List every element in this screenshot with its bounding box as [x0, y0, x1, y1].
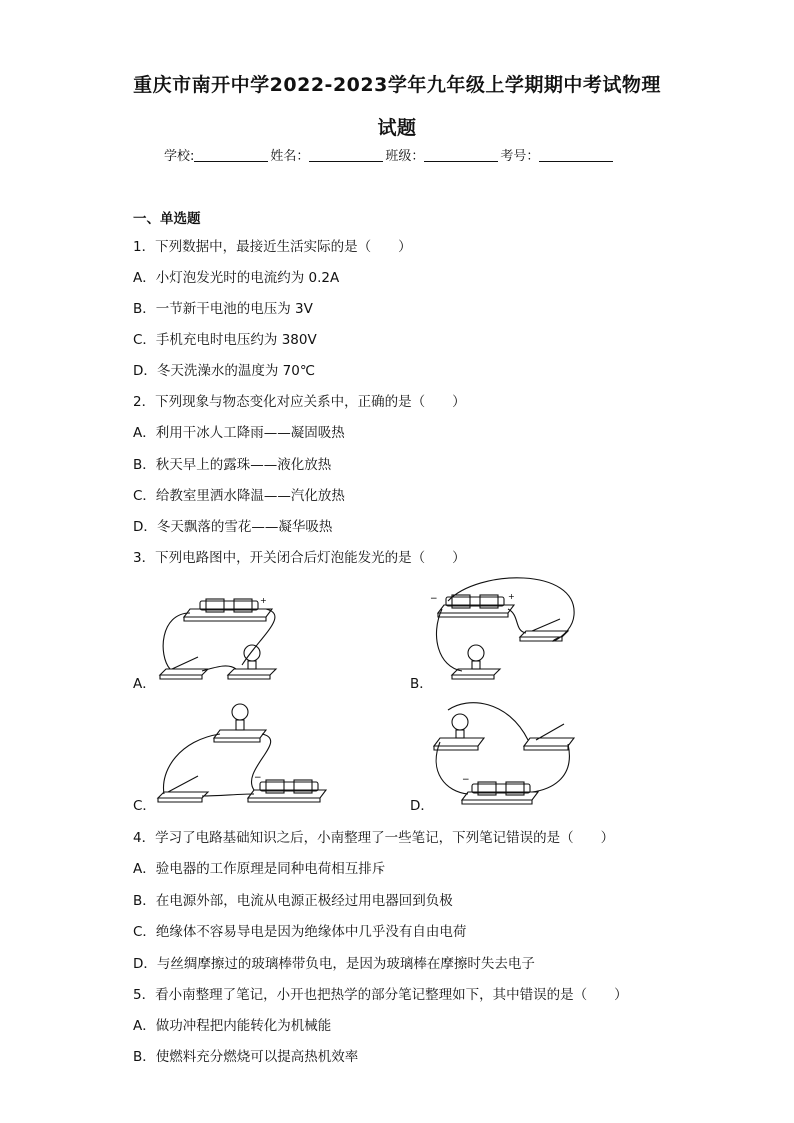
option-c: C．给教室里洒水降温——汽化放热: [133, 488, 345, 504]
circuit-figure-c: [150, 700, 330, 808]
battery-plus-sign: +: [260, 596, 267, 605]
option-a: A．验电器的工作原理是同种电荷相互排斥: [133, 861, 386, 877]
figure-label-c: C．: [133, 798, 156, 814]
figure-label-a: A．: [133, 676, 156, 692]
number-blank[interactable]: [539, 149, 613, 162]
option-b: B．在电源外部，电流从电源正极经过用电器回到负极: [133, 893, 453, 909]
question-stem: 2．下列现象与物态变化对应关系中，正确的是（ ）: [133, 394, 466, 410]
circuit-figure-a: [150, 595, 290, 687]
figure-label-d: D．: [410, 798, 434, 814]
battery-minus-sign: −: [430, 594, 438, 604]
battery-minus-sign: −: [462, 775, 470, 785]
student-info-line: [164, 145, 615, 164]
question-stem: 5．看小南整理了笔记，小开也把热学的部分笔记整理如下，其中错误的是（ ）: [133, 987, 628, 1003]
option-b: B．一节新干电池的电压为 3V: [133, 301, 313, 317]
section-title: 一、单选题: [133, 211, 201, 227]
question-stem: 3．下列电路图中，开关闭合后灯泡能发光的是（ ）: [133, 550, 466, 566]
number-label: 考号：: [500, 149, 540, 164]
option-b: B．秋天早上的露珠——液化放热: [133, 457, 332, 473]
page-title: 重庆市南开中学2022-2023学年九年级上学期期中考试物理: [133, 74, 661, 96]
option-b: B．使燃料充分燃烧可以提高热机效率: [133, 1049, 359, 1065]
question-stem: 4．学习了电路基础知识之后，小南整理了一些笔记，下列笔记错误的是（ ）: [133, 830, 615, 846]
option-d: D．冬天飘落的雪花——凝华吸热: [133, 519, 333, 535]
class-blank[interactable]: [424, 149, 498, 162]
class-label: 班级：: [385, 149, 425, 164]
name-label: 姓名：: [270, 149, 310, 164]
name-blank[interactable]: [309, 149, 383, 162]
option-a: A．做功冲程把内能转化为机械能: [133, 1018, 332, 1034]
option-c: C．绝缘体不容易导电是因为绝缘体中几乎没有自由电荷: [133, 924, 467, 940]
page-title-continued: 试题: [377, 117, 417, 139]
question-stem: 1．下列数据中，最接近生活实际的是（ ）: [133, 239, 412, 255]
option-d: D．与丝绸摩擦过的玻璃棒带负电，是因为玻璃棒在摩擦时失去电子: [133, 956, 535, 972]
circuit-figure-b: [428, 575, 578, 687]
option-a: A．利用干冰人工降雨——凝固吸热: [133, 425, 345, 441]
option-c: C．手机充电时电压约为 380V: [133, 332, 317, 348]
option-a: A．小灯泡发光时的电流约为 0.2A: [133, 270, 340, 286]
option-d: D．冬天洗澡水的温度为 70℃: [133, 363, 316, 379]
circuit-figure-d: [428, 700, 578, 810]
figure-label-b: B．: [410, 676, 433, 692]
battery-plus-sign: +: [508, 592, 515, 601]
school-label: 学校:: [164, 149, 195, 164]
battery-minus-sign: −: [254, 773, 262, 783]
school-blank[interactable]: [194, 149, 268, 162]
